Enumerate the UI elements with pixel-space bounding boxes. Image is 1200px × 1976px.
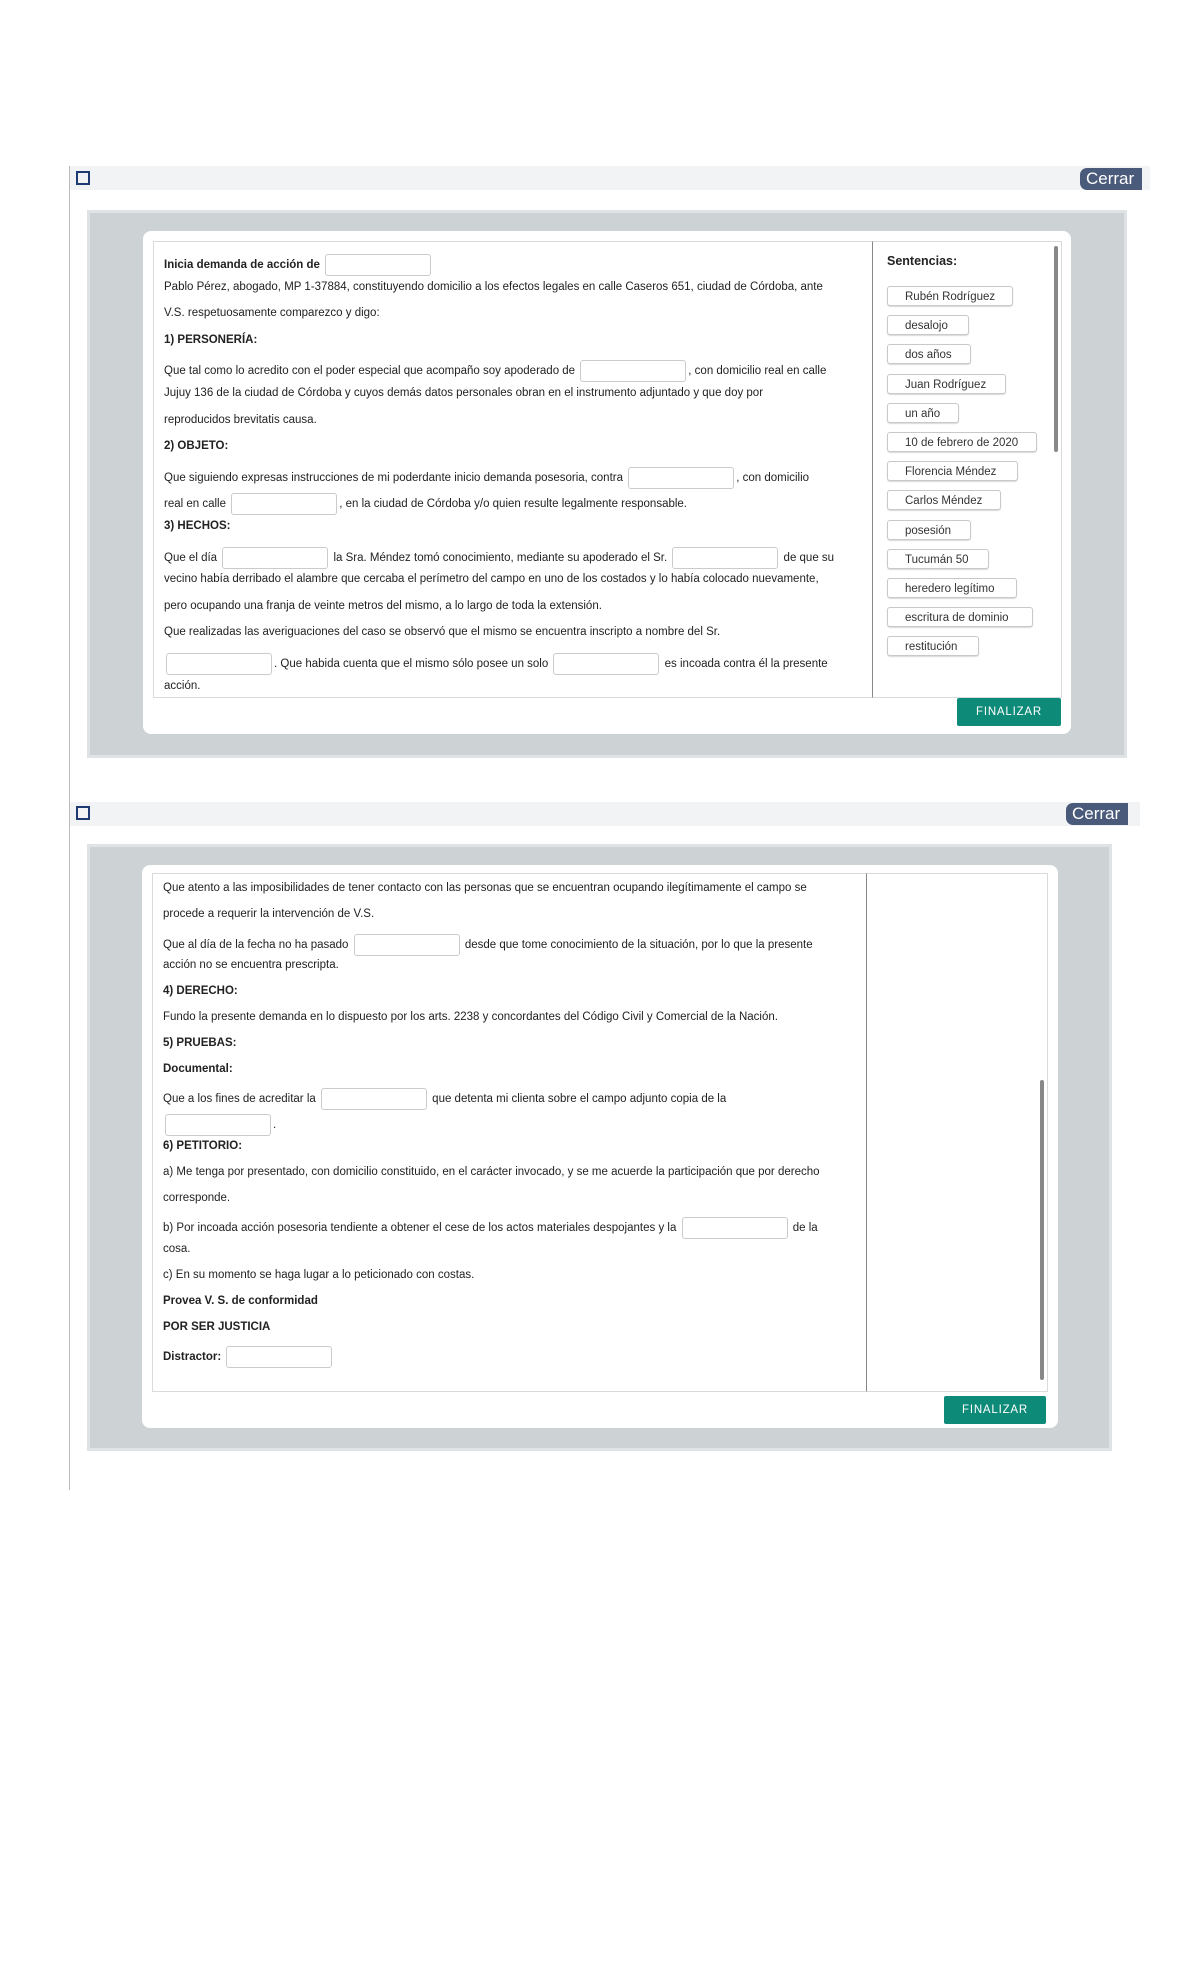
text-segment: 3) HECHOS: <box>164 520 231 532</box>
drop-blank[interactable] <box>226 1346 332 1368</box>
drop-blank[interactable] <box>672 547 778 569</box>
text-segment: . <box>273 1119 277 1132</box>
text-segment: 6) PETITORIO: <box>163 1140 243 1152</box>
text-line <box>163 1088 726 1110</box>
text-segment: Que tal como lo acredito con el poder especial que acompaño soy apoderado de <box>164 365 579 378</box>
left-border-line <box>69 800 70 1490</box>
text-segment: Pablo Pérez, abogado, MP 1-37884, constituyendo domicilio a los efectos legales en calle Caseros 651, ciudad de Córdoba, ante <box>164 280 823 293</box>
drop-blank[interactable] <box>628 467 734 489</box>
expand-icon[interactable] <box>76 171 90 185</box>
text-segment: Que a los fines de acreditar la <box>163 1093 319 1106</box>
text-segment: reproducidos brevitatis causa. <box>164 413 317 426</box>
drop-blank[interactable] <box>580 360 686 382</box>
text-line <box>164 520 230 532</box>
text-segment: de que su <box>780 551 835 564</box>
text-segment: Fundo la presente demanda en lo dispuesto por los arts. 2238 y concordantes del Código Civil y Comercial de la Nación. <box>163 1011 778 1023</box>
finish-button[interactable]: FINALIZAR <box>957 698 1061 726</box>
text-line <box>163 882 807 894</box>
sentence-chip[interactable]: Juan Rodríguez <box>887 374 1006 394</box>
text-line <box>163 1321 270 1333</box>
text-segment: de la <box>789 1222 818 1235</box>
text-line <box>164 467 809 489</box>
text-segment: real en calle <box>164 498 230 511</box>
text-line <box>163 1243 191 1255</box>
sentence-chip[interactable]: Rubén Rodríguez <box>887 286 1013 306</box>
sentence-chip[interactable]: Florencia Méndez <box>887 461 1018 481</box>
text-segment: procede a requerir la intervención de V.S. <box>163 907 375 920</box>
document-text-area <box>152 873 867 1392</box>
drop-blank[interactable] <box>553 653 659 675</box>
text-line <box>163 1192 230 1204</box>
document-text-area <box>153 241 873 698</box>
text-line <box>164 414 317 426</box>
text-segment: Provea V. S. de conformidad <box>163 1294 318 1307</box>
text-segment: desde que tome conocimiento de la situación, por lo que la presente <box>461 938 813 951</box>
text-line <box>163 908 374 920</box>
sentence-chip[interactable]: un año <box>887 403 959 423</box>
close-button[interactable]: Cerrar <box>1066 803 1128 825</box>
text-line <box>163 1295 318 1307</box>
drop-blank[interactable] <box>682 1217 788 1239</box>
text-segment: corresponde. <box>163 1191 231 1204</box>
text-segment: Que atento a las imposibilidades de tener contacto con las personas que se encuentran ocupando ilegítimamente el campo se <box>163 882 807 894</box>
text-segment: la Sra. Méndez tomó conocimiento, mediante su apoderado el Sr. <box>330 551 671 564</box>
text-line <box>163 1140 242 1152</box>
text-line <box>163 934 813 956</box>
text-segment: Inicia demanda de acción de <box>164 259 324 272</box>
text-segment: Que al día de la fecha no ha pasado <box>163 938 352 951</box>
sentence-chip[interactable]: 10 de febrero de 2020 <box>887 432 1037 452</box>
text-line <box>164 281 823 293</box>
text-segment: c) En su momento se haga lugar a lo peticionado con costas. <box>163 1269 475 1281</box>
activity-card <box>142 865 1058 1428</box>
panel-toolbar <box>70 166 1150 190</box>
drop-blank[interactable] <box>166 653 272 675</box>
expand-icon[interactable] <box>76 806 90 820</box>
sentence-chip[interactable]: restitución <box>887 636 979 656</box>
text-segment: 4) DERECHO: <box>163 985 238 998</box>
drop-blank[interactable] <box>165 1114 271 1136</box>
text-line <box>163 1011 778 1023</box>
text-segment: POR SER JUSTICIA <box>163 1320 271 1333</box>
text-line <box>163 1269 474 1281</box>
text-line <box>164 600 602 612</box>
text-line <box>164 626 720 638</box>
sentences-panel <box>872 241 1062 698</box>
text-line <box>163 1217 818 1239</box>
drop-blank[interactable] <box>321 1088 427 1110</box>
text-segment: , con domicilio <box>736 471 810 484</box>
drop-blank[interactable] <box>325 254 431 276</box>
sentences-title: Sentencias: <box>887 254 958 268</box>
text-line <box>164 360 826 382</box>
text-segment: Distractor: <box>163 1351 225 1364</box>
text-line <box>164 653 828 675</box>
text-line <box>164 493 687 515</box>
text-line <box>163 1114 276 1136</box>
sentence-chip[interactable]: dos años <box>887 344 971 364</box>
text-segment: Jujuy 136 de la ciudad de Córdoba y cuyos demás datos personales obran en el instrumento adjuntado y que doy por <box>164 387 764 399</box>
text-line <box>164 440 228 452</box>
text-segment: a) Me tenga por presentado, con domicilio constituido, en el carácter invocado, y se me acuerde la participación que por derecho <box>163 1165 820 1178</box>
text-line <box>164 334 257 346</box>
text-segment: acción no se encuentra prescripta. <box>163 959 339 972</box>
text-line <box>164 573 819 585</box>
close-button[interactable]: Cerrar <box>1080 168 1142 190</box>
drop-blank[interactable] <box>222 547 328 569</box>
text-line <box>163 985 238 997</box>
text-segment: es incoada contra él la presente <box>661 658 828 671</box>
text-segment: cosa. <box>163 1243 191 1256</box>
sentence-chip[interactable]: Tucumán 50 <box>887 549 989 569</box>
text-segment: pero ocupando una franja de veinte metros del mismo, a lo largo de toda la extensión. <box>164 599 602 612</box>
drop-blank[interactable] <box>354 934 460 956</box>
left-border-line <box>69 166 70 806</box>
text-segment: Documental: <box>163 1062 233 1075</box>
text-segment: V.S. respetuosamente comparezco y digo: <box>164 307 380 320</box>
sentence-chip[interactable]: heredero legítimo <box>887 578 1017 598</box>
text-segment: 1) PERSONERÍA: <box>164 333 258 346</box>
text-segment: que detenta mi clienta sobre el campo adjunto copia de la <box>428 1093 727 1106</box>
sentences-panel <box>866 873 1048 1392</box>
sentence-chip[interactable]: posesión <box>887 520 971 540</box>
text-segment: Que realizadas las averiguaciones del caso se observó que el mismo se encuentra inscripto a nombre del Sr. <box>164 626 721 639</box>
text-line <box>163 959 339 971</box>
drop-blank[interactable] <box>231 493 337 515</box>
text-segment: , en la ciudad de Córdoba y/o quien resulte legalmente responsable. <box>339 498 688 511</box>
sentence-chip[interactable]: escritura de dominio <box>887 607 1033 627</box>
text-segment: Que siguiendo expresas instrucciones de mi poderdante inicio demanda posesoria, contra <box>164 471 627 484</box>
text-segment: . Que habida cuenta que el mismo sólo posee un solo <box>274 658 552 671</box>
sentence-chip[interactable]: Carlos Méndez <box>887 490 1001 510</box>
text-line <box>163 1037 236 1049</box>
panel-toolbar <box>70 802 1140 826</box>
sentence-chip[interactable]: desalojo <box>887 315 969 335</box>
text-line <box>163 1346 334 1368</box>
sentences-scrollbar[interactable] <box>1040 1080 1044 1380</box>
text-segment: acción. <box>164 679 201 692</box>
text-line <box>164 387 763 399</box>
activity-card <box>143 231 1071 734</box>
text-segment: vecino había derribado el alambre que cercaba el perímetro del campo en uno de los costados y lo había colocado nuevamente, <box>164 573 819 586</box>
text-line <box>164 307 380 319</box>
text-line <box>164 547 834 569</box>
text-segment: Que el día <box>164 551 221 564</box>
finish-button[interactable]: FINALIZAR <box>944 1396 1046 1424</box>
text-segment: , con domicilio real en calle <box>688 365 827 378</box>
text-segment: b) Por incoada acción posesoria tendiente a obtener el cese de los actos materiales despojantes y la <box>163 1222 680 1235</box>
text-line <box>163 1166 820 1178</box>
text-segment: 2) OBJETO: <box>164 440 229 453</box>
text-segment: 5) PRUEBAS: <box>163 1036 237 1049</box>
text-line <box>163 1063 233 1075</box>
text-line <box>164 680 200 692</box>
sentences-scrollbar[interactable] <box>1054 246 1058 452</box>
text-line <box>164 254 433 276</box>
